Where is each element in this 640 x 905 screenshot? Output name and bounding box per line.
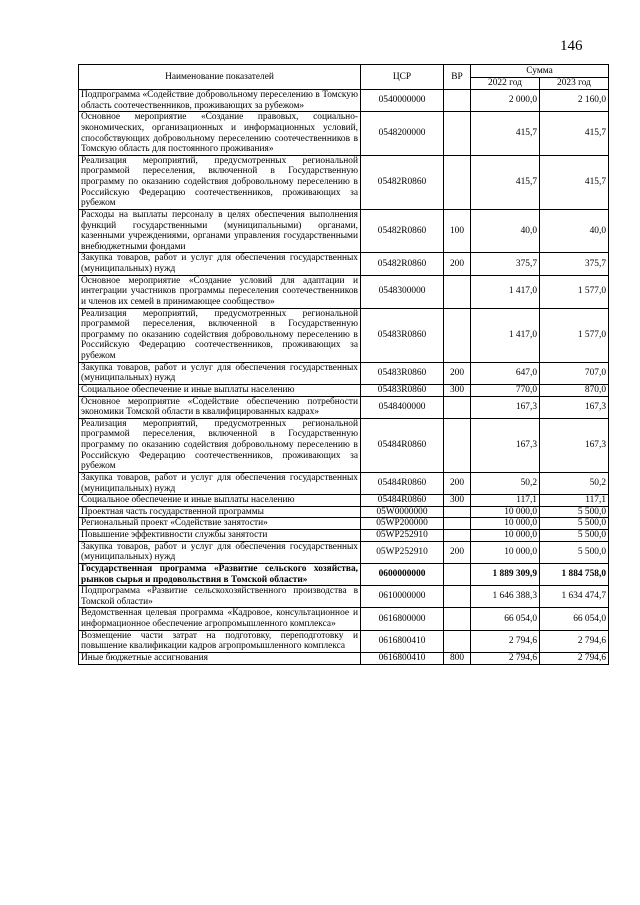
row-2022: 647,0: [471, 362, 540, 384]
table-row: [79, 384, 609, 396]
table-row: [79, 586, 609, 608]
row-2022: 167,3: [471, 418, 540, 472]
row-2022: 1 417,0: [471, 275, 540, 308]
row-vr: [444, 506, 471, 518]
table-row: [79, 308, 609, 362]
header-sum: Сумма: [471, 65, 609, 78]
row-name: Закупка товаров, работ и услуг для обеспечения государственных (муниципальных) нужд: [79, 541, 361, 563]
row-2023: 1 577,0: [540, 275, 609, 308]
row-2022: 167,3: [471, 396, 540, 418]
row-2023: 1 634 474,7: [540, 586, 609, 608]
row-2022: 50,2: [471, 472, 540, 494]
row-2022: 10 000,0: [471, 518, 540, 530]
row-csr: 05W0000000: [361, 506, 444, 518]
row-csr: 0616800410: [361, 630, 444, 652]
row-name: Реализация мероприятий, предусмотренных региональной программой переселения, включенной в Государственную программу по оказанию содействия добровольному переселению в Российскую Федерацию соотечественников, проживающих за рубежом: [79, 155, 361, 209]
header-name: Наименование показателей: [79, 65, 361, 90]
row-vr: [444, 530, 471, 542]
row-2022: 2 794,6: [471, 630, 540, 652]
row-2023: 5 500,0: [540, 541, 609, 563]
row-2023: 40,0: [540, 209, 609, 253]
header-csr: ЦСР: [361, 65, 444, 90]
table-row: [79, 209, 609, 253]
row-2022: 770,0: [471, 384, 540, 396]
row-2022: 375,7: [471, 253, 540, 275]
row-csr: 0610000000: [361, 586, 444, 608]
table-row: [79, 418, 609, 472]
row-name: Основное мероприятие «Создание условий для адаптации и интеграции участников программы переселения соотечественников и членов их семей в принимающее сообщество»: [79, 275, 361, 308]
table-row: [79, 275, 609, 308]
row-name: Социальное обеспечение и иные выплаты населению: [79, 495, 361, 507]
row-2023: 167,3: [540, 418, 609, 472]
row-csr: 05482R0860: [361, 253, 444, 275]
row-name: Иные бюджетные ассигнования: [79, 652, 361, 664]
row-vr: [444, 275, 471, 308]
table-row: [79, 652, 609, 664]
row-vr: [444, 608, 471, 630]
row-name: Возмещение части затрат на подготовку, переподготовку и повышение квалификации кадров агропромышленного комплекса: [79, 630, 361, 652]
row-vr: [444, 586, 471, 608]
row-name: Закупка товаров, работ и услуг для обеспечения государственных (муниципальных) нужд: [79, 253, 361, 275]
table-row: [79, 518, 609, 530]
row-csr: 05483R0860: [361, 384, 444, 396]
row-2023: 1 884 758,0: [540, 563, 609, 585]
row-2023: 50,2: [540, 472, 609, 494]
row-name: Проектная часть государственной программы: [79, 506, 361, 518]
row-2023: 2 794,6: [540, 630, 609, 652]
table-row: [79, 630, 609, 652]
row-csr: 05WP252910: [361, 530, 444, 542]
row-2023: 5 500,0: [540, 530, 609, 542]
row-csr: 0616800410: [361, 652, 444, 664]
row-name: Государственная программа «Развитие сельского хозяйства, рынков сырья и продовольствия в Томской области»: [79, 563, 361, 585]
row-csr: 05483R0860: [361, 362, 444, 384]
row-2022: 1 646 388,3: [471, 586, 540, 608]
row-csr: 05482R0860: [361, 209, 444, 253]
row-vr: 200: [444, 362, 471, 384]
row-csr: 05484R0860: [361, 472, 444, 494]
row-vr: [444, 418, 471, 472]
row-vr: 800: [444, 652, 471, 664]
row-name: Подпрограмма «Развитие сельскохозяйственного производства в Томской области»: [79, 586, 361, 608]
row-name: Расходы на выплаты персоналу в целях обеспечения выполнения функций государственными (муниципальными) органами, казенными учреждениями, органами управления государственными внебюджетными фондами: [79, 209, 361, 253]
row-name: Ведомственная целевая программа «Кадровое, консультационное и информационное обеспечение агропромышленного комплекса»: [79, 608, 361, 630]
row-csr: 0548200000: [361, 112, 444, 156]
row-name: Реализация мероприятий, предусмотренных региональной программой переселения, включенной в Государственную программу по оказанию содействия добровольному переселению в Российскую Федерацию соотечественников, проживающих за рубежом: [79, 308, 361, 362]
row-csr: 0616800000: [361, 608, 444, 630]
row-2022: 415,7: [471, 155, 540, 209]
row-csr: 05484R0860: [361, 495, 444, 507]
header-2022: 2022 год: [471, 78, 540, 90]
row-vr: [444, 518, 471, 530]
row-2023: 167,3: [540, 396, 609, 418]
row-2023: 5 500,0: [540, 518, 609, 530]
row-csr: 05483R0860: [361, 308, 444, 362]
row-2023: 707,0: [540, 362, 609, 384]
row-csr: 0548400000: [361, 396, 444, 418]
table-row: [79, 362, 609, 384]
row-csr: 05WP252910: [361, 541, 444, 563]
table-row: [79, 563, 609, 585]
row-2023: 2 160,0: [540, 90, 609, 112]
row-csr: 05484R0860: [361, 418, 444, 472]
row-csr: 0548300000: [361, 275, 444, 308]
row-2022: 10 000,0: [471, 541, 540, 563]
table-row: [79, 608, 609, 630]
row-vr: [444, 630, 471, 652]
header-2023: 2023 год: [540, 78, 609, 90]
row-2022: 1 417,0: [471, 308, 540, 362]
row-vr: [444, 563, 471, 585]
table-row: [79, 472, 609, 494]
row-2022: 10 000,0: [471, 530, 540, 542]
table-row: [79, 396, 609, 418]
row-name: Закупка товаров, работ и услуг для обеспечения государственных (муниципальных) нужд: [79, 472, 361, 494]
row-2022: 2 000,0: [471, 90, 540, 112]
row-2023: 870,0: [540, 384, 609, 396]
row-name: Основное мероприятие «Создание правовых, социально-экономических, организационных и информационных условий, способствующих добровольному переселению соотечественников в Томскую область для постоянного проживания»: [79, 112, 361, 156]
header-vr: ВР: [444, 65, 471, 90]
row-2022: 415,7: [471, 112, 540, 156]
row-csr: 0540000000: [361, 90, 444, 112]
row-2023: 5 500,0: [540, 506, 609, 518]
row-csr: 05482R0860: [361, 155, 444, 209]
budget-table: [78, 64, 609, 665]
row-2023: 1 577,0: [540, 308, 609, 362]
row-vr: 200: [444, 541, 471, 563]
row-2023: 375,7: [540, 253, 609, 275]
row-2022: 2 794,6: [471, 652, 540, 664]
row-name: Региональный проект «Содействие занятости»: [79, 518, 361, 530]
table-row: [79, 541, 609, 563]
row-vr: [444, 112, 471, 156]
table-row: [79, 495, 609, 507]
row-name: Закупка товаров, работ и услуг для обеспечения государственных (муниципальных) нужд: [79, 362, 361, 384]
row-vr: [444, 90, 471, 112]
page-number: 146: [560, 38, 583, 54]
row-vr: 200: [444, 253, 471, 275]
table-row: [79, 253, 609, 275]
row-name: Подпрограмма «Содействие добровольному переселению в Томскую область соотечественников, проживающих за рубежом»: [79, 90, 361, 112]
row-2023: 415,7: [540, 155, 609, 209]
row-2023: 2 794,6: [540, 652, 609, 664]
row-vr: [444, 396, 471, 418]
row-vr: [444, 308, 471, 362]
row-name: Социальное обеспечение и иные выплаты населению: [79, 384, 361, 396]
row-vr: 300: [444, 495, 471, 507]
row-csr: 0600000000: [361, 563, 444, 585]
row-2022: 10 000,0: [471, 506, 540, 518]
row-2022: 117,1: [471, 495, 540, 507]
row-name: Повышение эффективности службы занятости: [79, 530, 361, 542]
row-vr: 200: [444, 472, 471, 494]
row-2023: 117,1: [540, 495, 609, 507]
row-2022: 1 889 309,9: [471, 563, 540, 585]
row-2023: 415,7: [540, 112, 609, 156]
table-row: [79, 112, 609, 156]
row-2022: 66 054,0: [471, 608, 540, 630]
row-vr: 100: [444, 209, 471, 253]
row-name: Реализация мероприятий, предусмотренных региональной программой переселения, включенной в Государственную программу по оказанию содействия добровольному переселению в Российскую Федерацию соотечественников, проживающих за рубежом: [79, 418, 361, 472]
row-name: Основное мероприятие «Содействие обеспечению потребности экономики Томской области в квалифицированных кадрах»: [79, 396, 361, 418]
row-2022: 40,0: [471, 209, 540, 253]
row-vr: 300: [444, 384, 471, 396]
row-csr: 05WP200000: [361, 518, 444, 530]
table-row: [79, 506, 609, 518]
table-row: [79, 530, 609, 542]
row-vr: [444, 155, 471, 209]
table-row: [79, 90, 609, 112]
table-row: [79, 155, 609, 209]
row-2023: 66 054,0: [540, 608, 609, 630]
